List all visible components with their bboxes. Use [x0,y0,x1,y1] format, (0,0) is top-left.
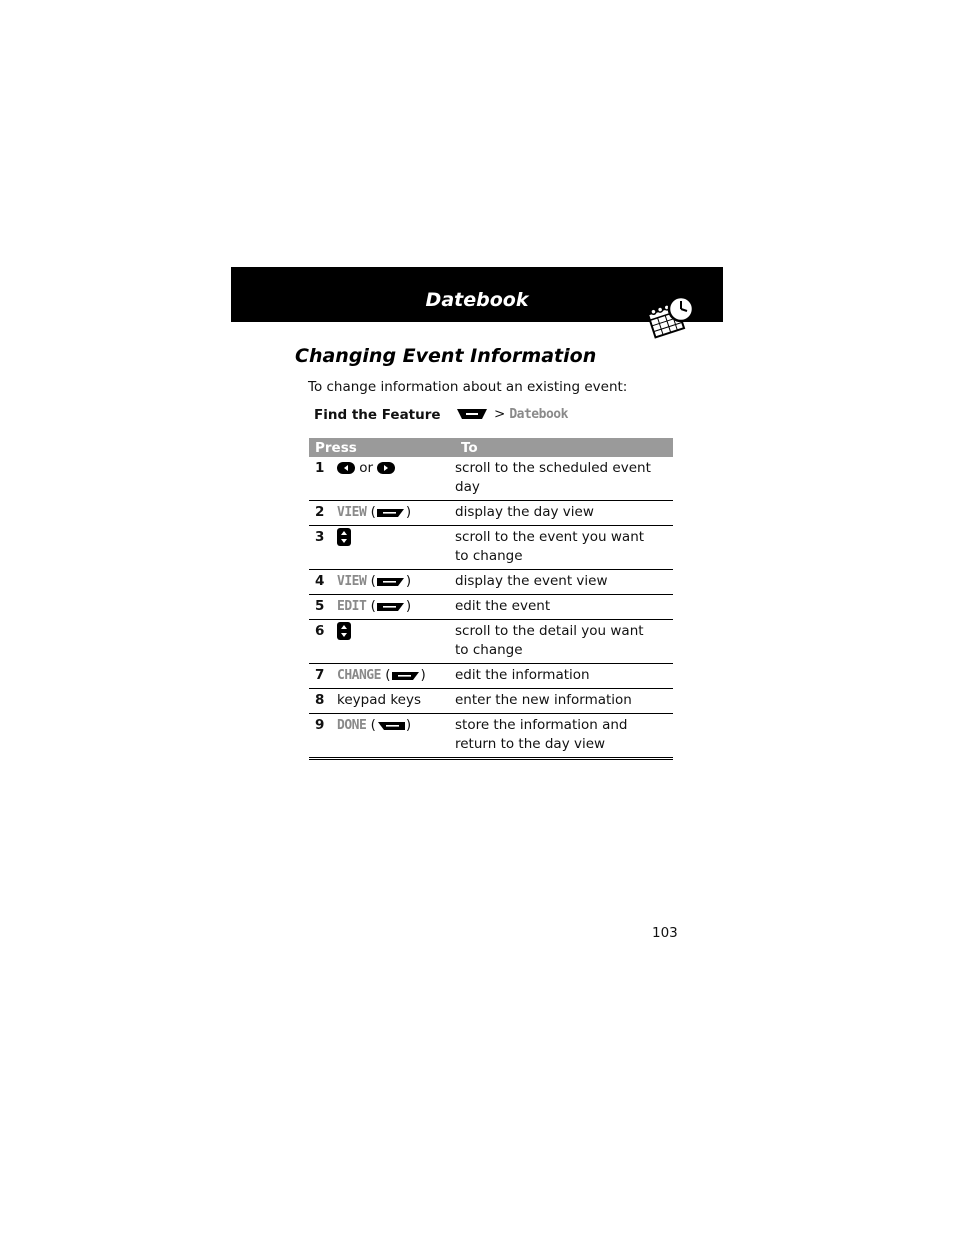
table-row [309,526,673,570]
press-cell [337,595,455,620]
soft-key-label: DONE [337,718,367,733]
column-header-to: To [455,438,673,457]
press-cell [337,664,455,689]
menu-key-icon [456,408,488,420]
section-title: Datebook [425,289,529,311]
close-paren: ) [405,717,412,733]
soft-key-label: EDIT [337,599,367,614]
scroll-key-icon [337,528,351,546]
steps-table [309,438,673,760]
table-row [309,689,673,714]
action-description: display the event view [455,570,673,595]
find-feature-path [456,406,568,422]
intro-text: To change information about an existing event: [308,379,628,395]
step-number: 5 [309,595,337,620]
action-description: scroll to the event you want to change [455,526,673,570]
step-number: 2 [309,501,337,526]
action-description: enter the new information [455,689,673,714]
step-number: 6 [309,620,337,664]
press-cell: keypad keys [337,689,455,714]
right-soft-key-icon [376,601,406,612]
table-header-row [309,438,673,457]
right-navigation-key-icon [377,462,395,474]
table-row [309,714,673,759]
table-row [309,620,673,664]
step-number: 9 [309,714,337,759]
datebook-icon [645,293,697,339]
page-number: 103 [652,925,678,941]
step-number: 4 [309,570,337,595]
right-soft-key-icon [391,670,421,681]
find-feature-label: Find the Feature [314,407,441,423]
soft-key-label: CHANGE [337,668,381,683]
step-number: 8 [309,689,337,714]
open-paren: ( [370,598,376,614]
page-title: Changing Event Information [295,345,597,367]
close-paren: ) [405,598,412,614]
step-number: 1 [309,457,337,501]
action-description: store the information and return to the day view [455,714,673,759]
open-paren: ( [370,504,376,520]
table-row [309,664,673,689]
press-cell [337,501,455,526]
column-header-press: Press [309,438,455,457]
path-separator: > [494,406,506,422]
action-description: scroll to the scheduled event day [455,457,673,501]
close-paren: ) [405,573,412,589]
open-paren: ( [370,573,376,589]
action-description: display the day view [455,501,673,526]
action-description: scroll to the detail you want to change [455,620,673,664]
open-paren: ( [385,667,391,683]
left-soft-key-icon [376,720,406,731]
action-description: edit the event [455,595,673,620]
table-row [309,457,673,501]
step-number: 7 [309,664,337,689]
or-text: or [359,460,374,476]
soft-key-label: VIEW [337,574,367,589]
open-paren: ( [370,717,376,733]
close-paren: ) [405,504,412,520]
soft-key-label: VIEW [337,505,367,520]
press-cell [337,570,455,595]
left-navigation-key-icon [337,462,355,474]
press-cell [337,714,455,759]
close-paren: ) [420,667,426,683]
step-number: 3 [309,526,337,570]
right-soft-key-icon [376,507,406,518]
right-soft-key-icon [376,576,406,587]
table-row [309,570,673,595]
table-row [309,595,673,620]
press-cell [337,620,455,664]
scroll-key-icon [337,622,351,640]
table-row [309,501,673,526]
path-item-datebook: Datebook [509,406,568,422]
press-cell [337,457,455,501]
press-cell [337,526,455,570]
action-description: edit the information [455,664,673,689]
